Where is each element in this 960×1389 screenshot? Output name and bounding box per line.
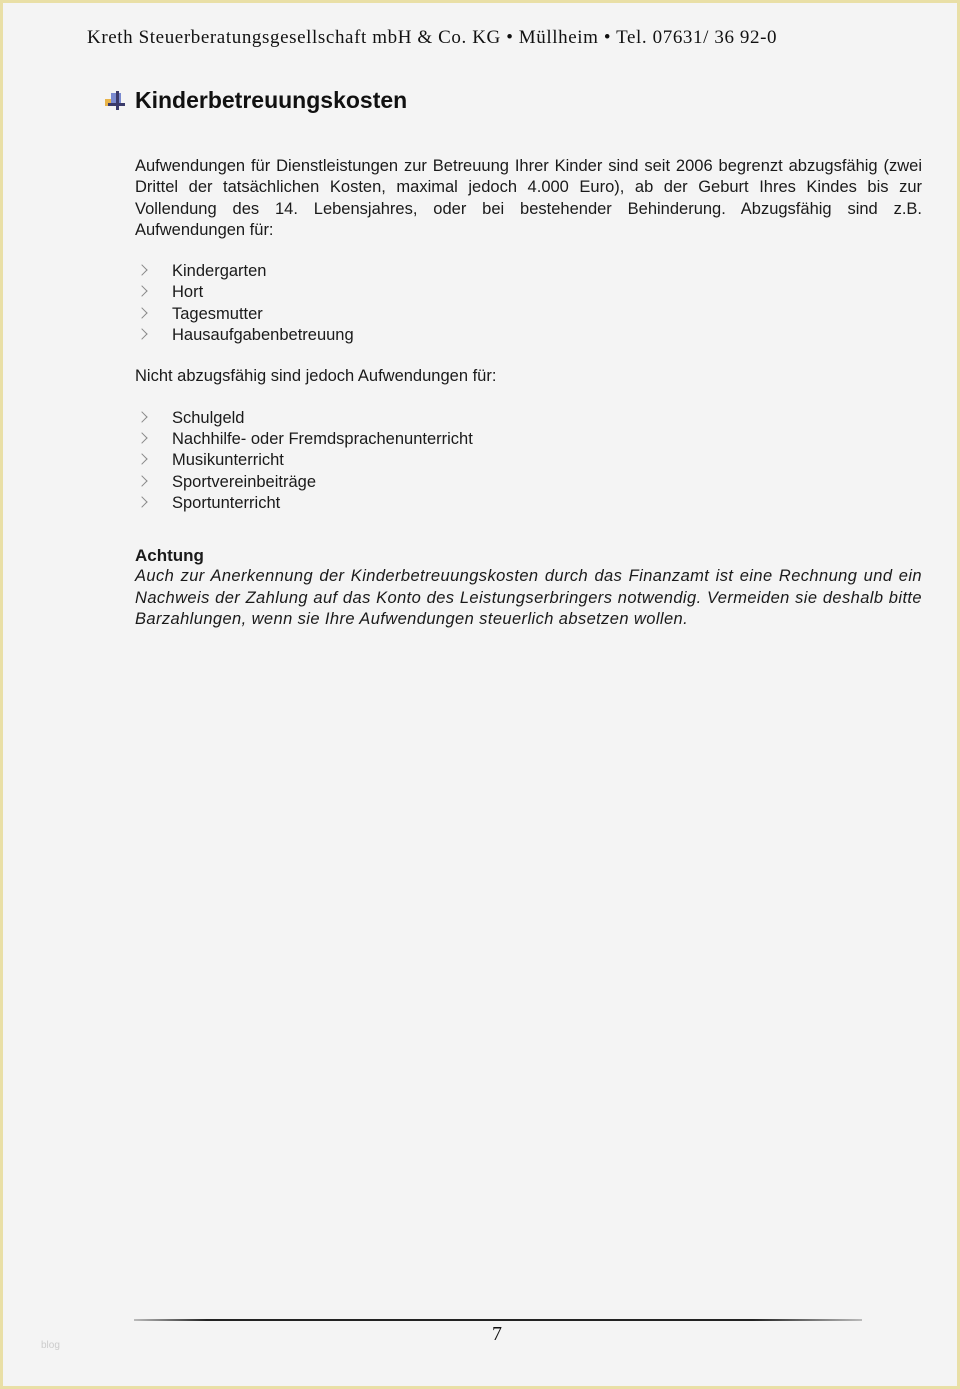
chevron-right-icon	[136, 265, 147, 276]
chevron-right-icon	[136, 411, 147, 422]
intro-paragraph: Aufwendungen für Dienstleistungen zur Betreuung Ihrer Kinder sind seit 2006 begrenzt abzugsfähig (zwei Drittel der tatsächlichen Kosten, maximal jedoch 4.000 Euro), ab der Geburt Ihres Kindes bis zur Vollendung des 14. Lebensjahres, oder bei bestehender Behinderung. Abzugsfähig sind z.B. Aufwendungen für:	[135, 157, 922, 239]
section-heading	[105, 87, 407, 114]
list-item: Sportvereinbeiträge	[135, 472, 922, 493]
list-item: Hort	[135, 282, 922, 303]
deductible-list	[135, 261, 922, 346]
chevron-right-icon	[136, 496, 147, 507]
list-item: Tagesmutter	[135, 304, 922, 325]
list-item: Sportunterricht	[135, 493, 922, 514]
chevron-right-icon	[136, 328, 147, 339]
section-title: Kinderbetreuungskosten	[135, 87, 408, 113]
chevron-right-icon	[136, 307, 147, 318]
warning-text: Auch zur Anerkennung der Kinderbetreuungskosten durch das Finanzamt ist eine Rechnung und ein Nachweis der Zahlung auf das Konto des Leistungserbringers notwendig. Vermeiden sie deshalb bitte Barzahlungen, wenn sie Ihre Aufwendungen steuerlich absetzen wollen.	[135, 567, 922, 629]
watermark: blog	[41, 1340, 60, 1351]
not-deductible-list	[135, 408, 922, 514]
warning-heading: Achtung	[135, 546, 204, 566]
chevron-right-icon	[136, 432, 147, 443]
page-number: 7	[492, 1323, 502, 1345]
page-header: Kreth Steuerberatungsgesellschaft mbH & Co. KG • Müllheim • Tel. 07631/ 36 92-0	[87, 27, 778, 48]
list-item: Schulgeld	[135, 408, 922, 429]
footer-divider	[134, 1319, 862, 1321]
list-item: Nachhilfe- oder Fremdsprachenunterricht	[135, 429, 922, 450]
list-item: Musikunterricht	[135, 450, 922, 471]
chevron-right-icon	[136, 454, 147, 465]
section-body	[135, 156, 922, 630]
chevron-right-icon	[136, 286, 147, 297]
chevron-right-icon	[136, 475, 147, 486]
list-item: Kindergarten	[135, 261, 922, 282]
list-item: Hausaufgabenbetreuung	[135, 325, 922, 346]
bullet-cross-icon	[105, 90, 127, 112]
not-deductible-intro: Nicht abzugsfähig sind jedoch Aufwendungen für:	[135, 367, 497, 386]
